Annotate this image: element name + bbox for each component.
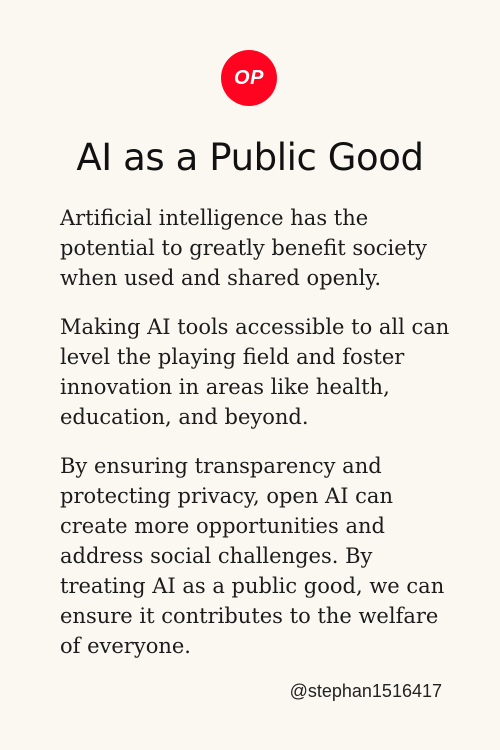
logo-text: OP: [234, 66, 264, 89]
page-title: AI as a Public Good: [76, 136, 424, 179]
paragraph-2: Making AI tools accessible to all can level the playing field and foster innovation in areas like health, education, and beyond.: [60, 315, 450, 429]
paragraph-1: Artificial intelligence has the potential to greatly benefit society when used and shared openly.: [60, 206, 427, 290]
paragraph-3: By ensuring transparency and protecting privacy, open AI can create more opportunities and address social challenges. By treating AI as a public good, we can ensure it contributes to the welfare of everyone.: [60, 454, 445, 658]
optimism-logo-icon: [221, 50, 277, 106]
author-handle: @stephan1516417: [289, 681, 442, 701]
